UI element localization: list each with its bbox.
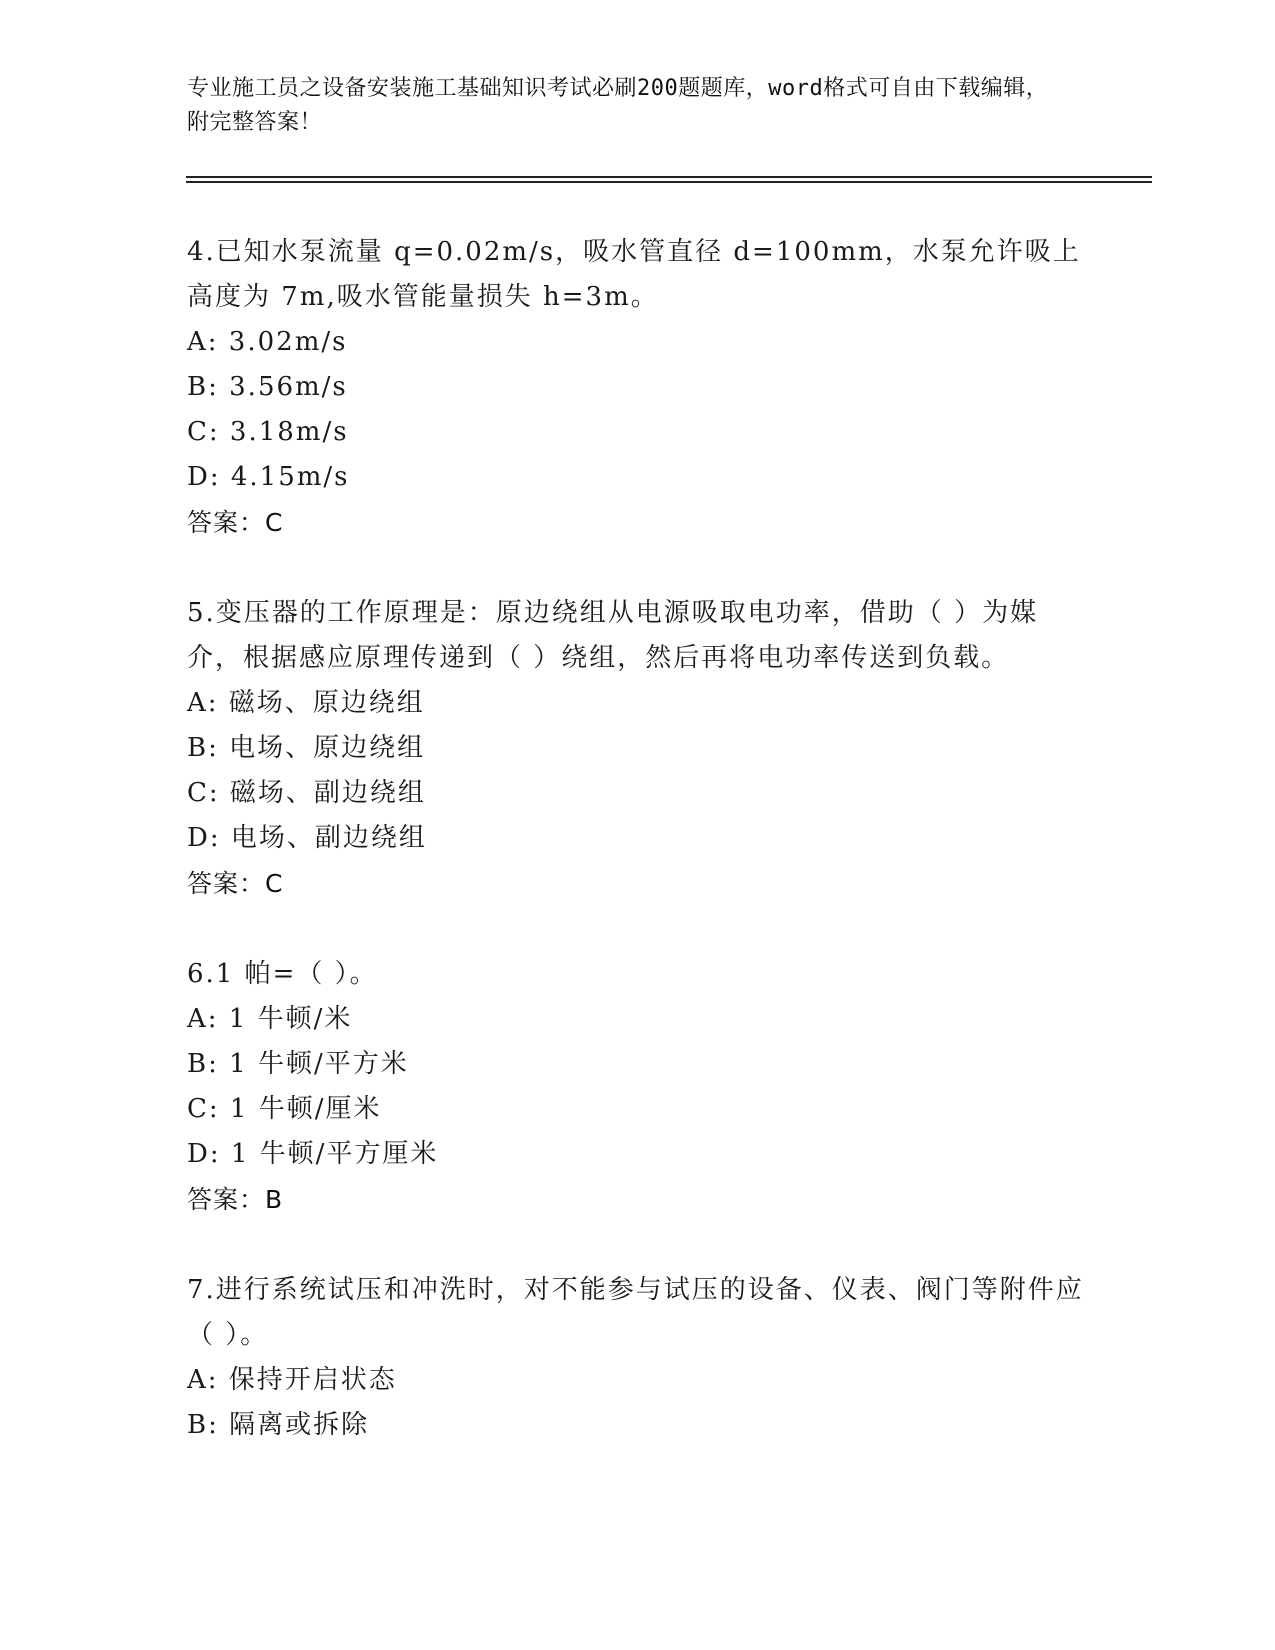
option-b: B: 隔离或拆除 bbox=[187, 1410, 370, 1440]
answer-label: 答案：C bbox=[187, 869, 284, 898]
option-a: A: 磁场、原边绕组 bbox=[187, 688, 425, 718]
option-c: C: 3.18m/s bbox=[187, 417, 349, 447]
option-b: B: 1 牛顿/平方米 bbox=[187, 1049, 409, 1079]
option-a: A: 1 牛顿/米 bbox=[187, 1004, 353, 1034]
document-header-title: 专业施工员之设备安装施工基础知识考试必刷200题题库，word格式可自由下载编辑，附完整答案！ bbox=[187, 76, 1049, 135]
question-item bbox=[187, 952, 1087, 1222]
question-list bbox=[187, 230, 1087, 1494]
option-b: B: 3.56m/s bbox=[187, 372, 348, 402]
answer-label: 答案：B bbox=[187, 1185, 284, 1214]
option-b: B: 电场、原边绕组 bbox=[187, 733, 426, 763]
question-stem: 7.进行系统试压和冲洗时，对不能参与试压的设备、仪表、阀门等附件应（ ）。 bbox=[187, 1275, 1084, 1350]
question-stem: 4.已知水泵流量 q=0.02m/s，吸水管直径 d=100mm，水泵允许吸上高度为 7m,吸水管能量损失 h=3m。 bbox=[187, 237, 1081, 312]
question-item bbox=[187, 1268, 1087, 1448]
option-c: C: 磁场、副边绕组 bbox=[187, 778, 426, 808]
header-divider-top bbox=[186, 176, 1152, 178]
option-d: D: 电场、副边绕组 bbox=[187, 823, 427, 853]
question-stem: 5.变压器的工作原理是：原边绕组从电源吸取电功率，借助（ ）为媒介，根据感应原理传递到（ ）绕组，然后再将电功率传送到负载。 bbox=[187, 598, 1039, 673]
option-c: C: 1 牛顿/厘米 bbox=[187, 1094, 382, 1124]
option-a: A: 保持开启状态 bbox=[187, 1365, 397, 1395]
option-d: D: 4.15m/s bbox=[187, 462, 350, 492]
option-d: D: 1 牛顿/平方厘米 bbox=[187, 1139, 439, 1169]
question-stem: 6.1 帕=（ ）。 bbox=[187, 959, 378, 989]
answer-label: 答案：C bbox=[187, 508, 284, 537]
question-item bbox=[187, 230, 1087, 545]
header-divider-bottom bbox=[186, 181, 1152, 183]
question-item bbox=[187, 591, 1087, 906]
option-a: A: 3.02m/s bbox=[187, 327, 348, 357]
